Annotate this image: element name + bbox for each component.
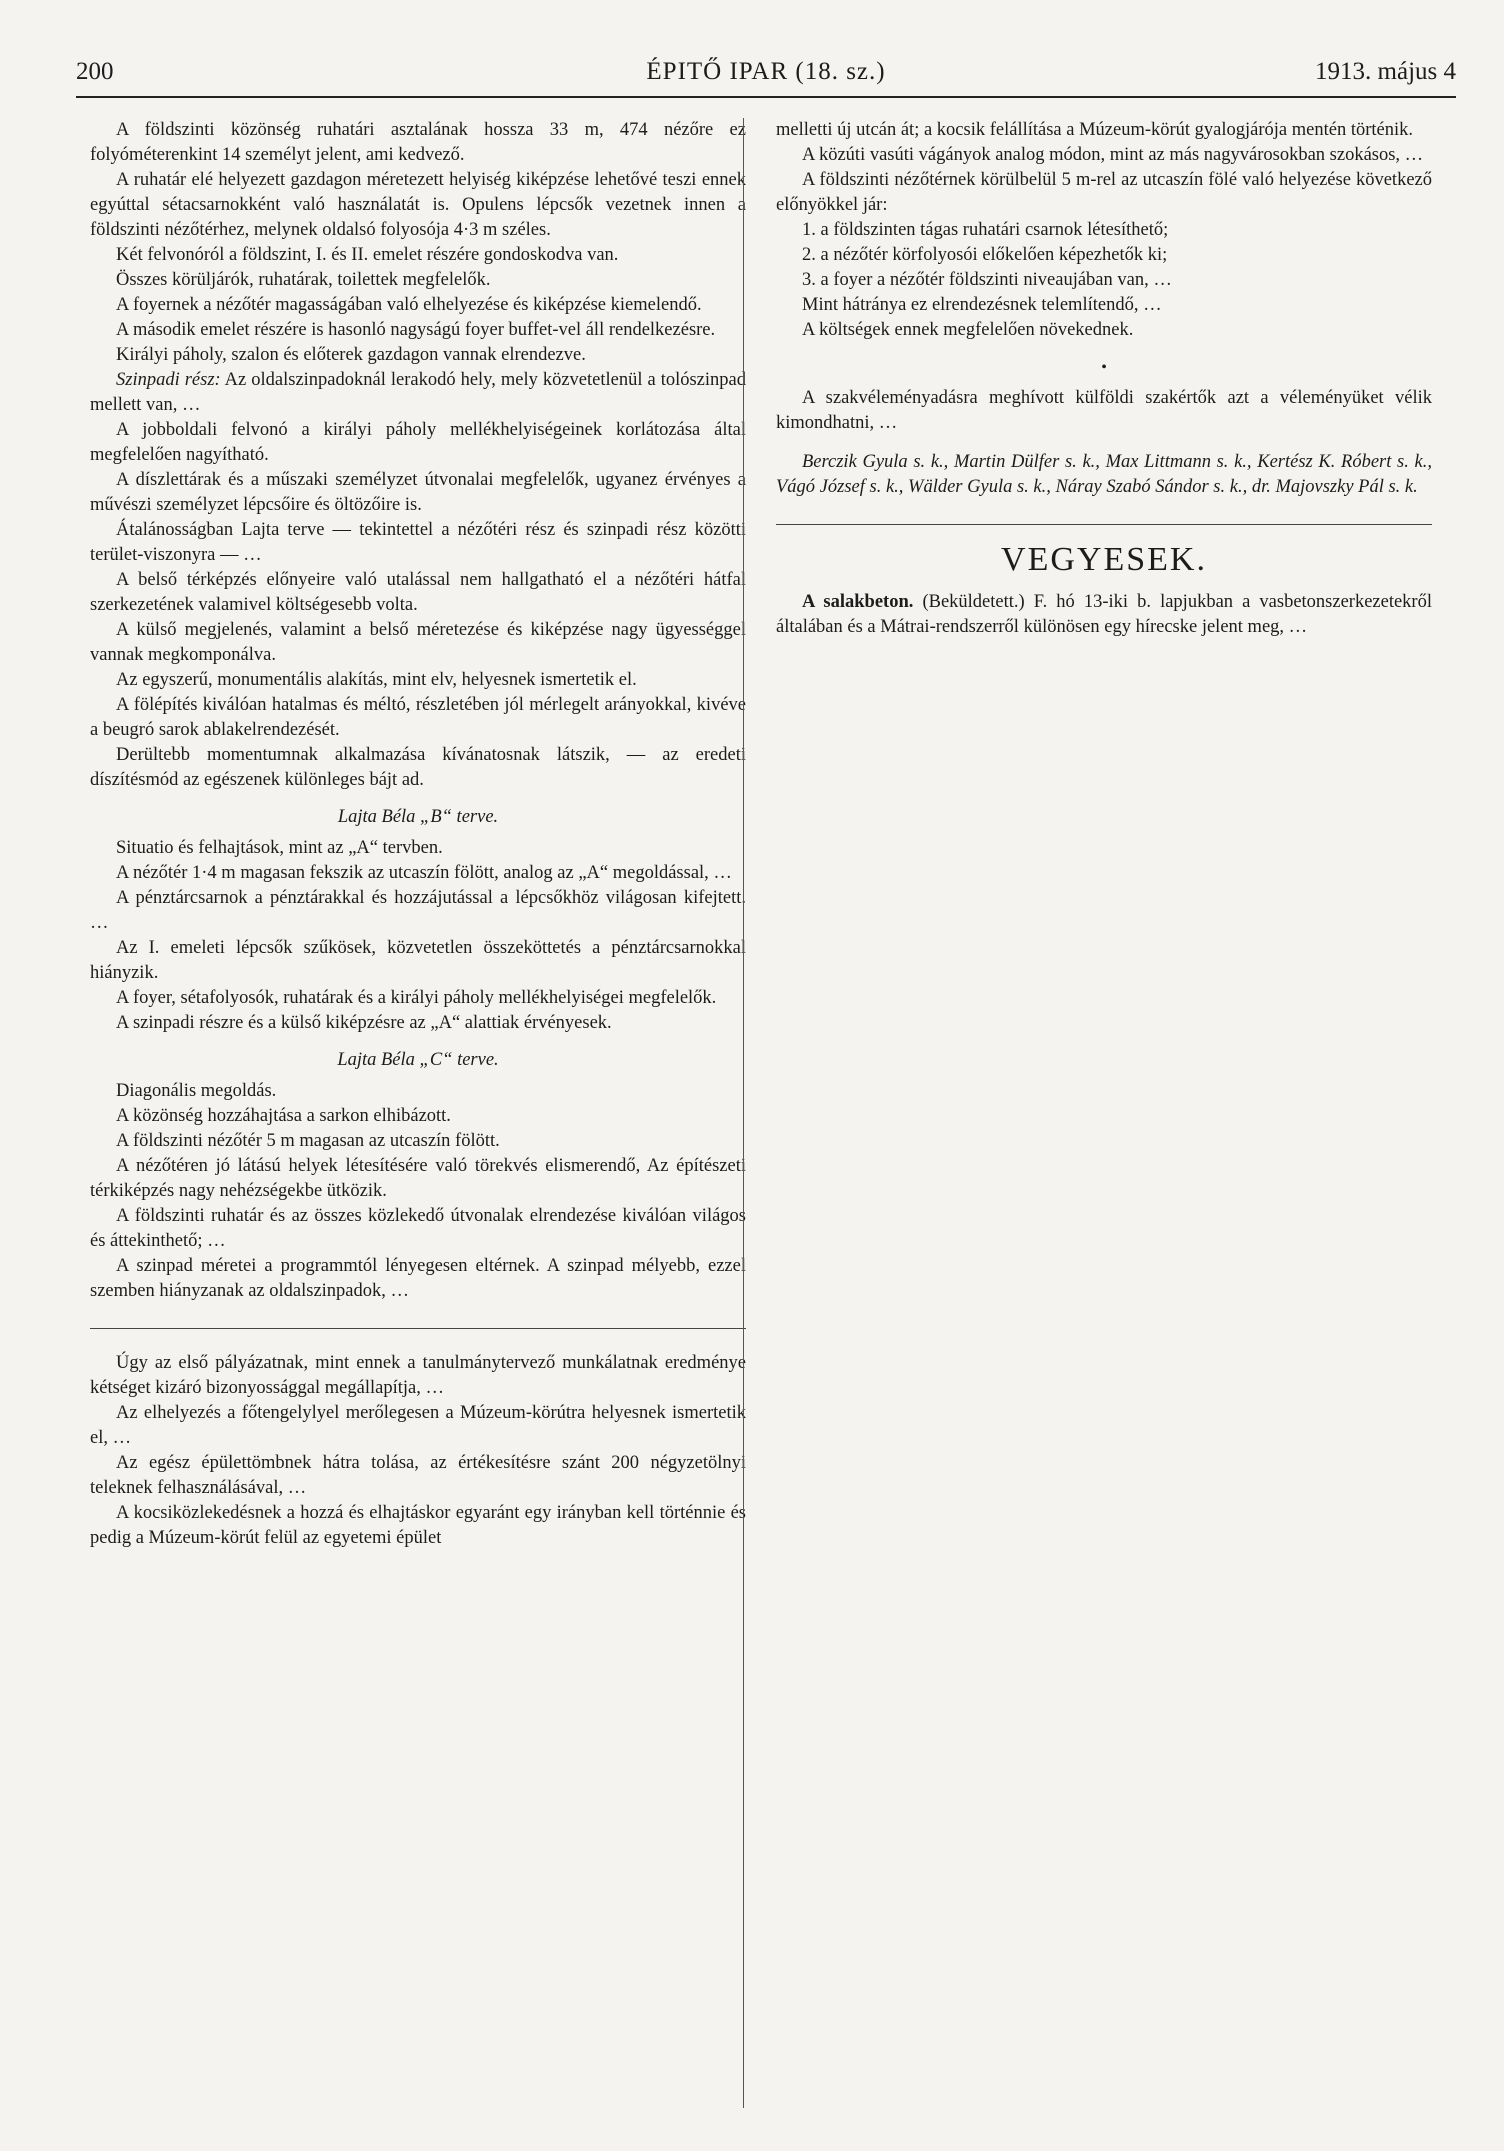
paragraph: A díszlettárak és a műszaki személyzet útvonalai megfelelők, ugyanez érvényes a művészi személyzet lépcsőire és öltözőire is. — [90, 470, 746, 515]
paragraph: A foyernek a nézőtér magasságában való elhelyezése és kiképzése kiemelendő. — [116, 295, 702, 315]
paragraph: A költségek ennek megfelelően növekednek. — [802, 320, 1134, 340]
paragraph: Úgy az első pályázatnak, mint ennek a tanulmánytervező munkálatnak eredménye kétséget kizáró bizonyossággal megállapítja, … — [90, 1353, 746, 1398]
right-column — [776, 118, 1432, 640]
paragraph: A jobboldali felvonó a királyi páholy mellékhelyiségeinek korlátozása által megfelelően nagyítható. — [90, 420, 746, 465]
paragraph: A földszinti nézőtérnek körülbelül 5 m-rel az utcaszín fölé való helyezése következő előnyökkel jár: — [776, 170, 1432, 215]
paragraph: Az I. emeleti lépcsők szűkösek, közvetetlen összeköttetés a pénztárcsarnokkal hiányzik. — [90, 938, 746, 983]
paragraph: A kocsiközlekedésnek a hozzá és elhajtáskor egyaránt egy irányban kell történnie és pedig a Múzeum-körút felül az egyetemi épület — [90, 1503, 746, 1548]
paragraph: A szakvéleményadásra meghívott külföldi szakértők azt a véleményüket vélik kimondhatni, … — [776, 388, 1432, 433]
signatories: Berczik Gyula s. k., Martin Dülfer s. k., Max Littmann s. k., Kertész K. Róbert s. k., Vágó József s. k., Wälder Gyula s. k., Náray Szabó Sándor s. k., dr. Majovszky Pál s. k. — [776, 452, 1432, 497]
paragraph — [776, 590, 1432, 640]
paragraph: Mint hátránya ez elrendezésnek telemlítendő, … — [802, 295, 1162, 315]
paragraph: A pénztárcsarnok a pénztárakkal és hozzájutással a lépcsőkhöz világosan kifejtett. … — [90, 888, 746, 933]
paragraph: A közúti vasúti vágányok analog módon, mint az más nagyvárosokban szokásos, … — [802, 145, 1424, 165]
article-lead: A salakbeton. — [802, 592, 914, 612]
paragraph: Diagonális megoldás. — [116, 1081, 277, 1101]
section-title: VEGYESEK. — [1001, 541, 1207, 578]
paragraph: Az egyszerű, monumentális alakítás, mint elv, helyesnek ismertetik el. — [116, 670, 637, 690]
section-rule — [776, 524, 1432, 525]
paragraph: A ruhatár elé helyezett gazdagon méretezett helyiség kiképzése lehetővé teszi ennek egyúttal sétacsarnokként való használatát is. Opulens lépcsők vezetnek innen a földszinti nézőtérhez, melynek oldalsó folyosója 4·3 m széles. — [90, 170, 746, 240]
issue-date: 1913. május 4 — [1315, 58, 1456, 85]
paragraph: A foyer, sétafolyosók, ruhatárak és a királyi páholy mellékhelyiségei megfelelők. — [116, 988, 717, 1008]
paragraph-text: (Beküldetett.) F. hó 13-iki b. lapjukban a vasbetonszerkezetekről általában és a Mátrai-rendszerről különösen egy hírecske jelent meg, … — [776, 592, 1432, 637]
paragraph: A második emelet részére is hasonló nagyságú foyer buffet-vel áll rendelkezésre. — [116, 320, 716, 340]
journal-title: ÉPITŐ IPAR (18. sz.) — [646, 58, 886, 85]
list-item: 2. a nézőtér körfolyosói előkelően képezhetők ki; — [802, 245, 1168, 265]
paragraph: Az egész épülettömbnek hátra tolása, az értékesítésre szánt 200 négyzetölnyi teleknek felhasználásával, … — [90, 1453, 746, 1498]
paragraph: Situatio és felhajtások, mint az „A“ tervben. — [116, 838, 443, 858]
column-divider — [743, 118, 744, 2108]
page-number: 200 — [76, 58, 114, 85]
paragraph: A földszinti közönség ruhatári asztalának hossza 33 m, 474 nézőre ez folyóméterenkint 14 személyt jelent, ami kedvező. — [90, 120, 746, 165]
paragraph: Az elhelyezés a főtengelylyel merőlegesen a Múzeum-körútra helyesnek ismertetik el, … — [90, 1403, 746, 1448]
left-column — [90, 118, 746, 1551]
paragraph: Királyi páholy, szalon és előterek gazdagon vannak elrendezve. — [116, 345, 586, 365]
list-item: 3. a foyer a nézőtér földszinti niveaujában van, … — [802, 270, 1172, 290]
page-header — [76, 58, 1456, 94]
section-lead: Szinpadi rész: — [116, 370, 221, 390]
paragraph: Derültebb momentumnak alkalmazása kívánatosnak látszik, — az eredeti díszítésmód az egészenek különleges bájt ad. — [90, 745, 746, 790]
paragraph: A belső térképzés előnyeire való utalással nem hallgatható el a nézőtéri hátfal szerkezetének valamivel költségesebb volta. — [90, 570, 746, 615]
column-separator — [90, 1328, 746, 1329]
paragraph: Átalánosságban Lajta terve — tekintettel a nézőtéri rész és szinpadi rész közötti terület-viszonyra — … — [90, 520, 746, 565]
paragraph — [90, 368, 746, 418]
paragraph: A földszinti ruhatár és az összes közlekedő útvonalak elrendezése kiválóan világos és áttekinthető; … — [90, 1206, 746, 1251]
paragraph: Összes körüljárók, ruhatárak, toilettek megfelelők. — [116, 270, 491, 290]
paragraph: A földszinti nézőtér 5 m magasan az utcaszín fölött. — [116, 1131, 500, 1151]
paragraph: A szinpad méretei a programmtól lényegesen eltérnek. A szinpad mélyebb, ezzel szemben hiányzanak az oldalszinpadok, … — [90, 1256, 746, 1301]
paragraph: A közönség hozzáhajtása a sarkon elhibázott. — [116, 1106, 451, 1126]
paragraph: A külső megjelenés, valamint a belső méretezése és kiképzése nagy ügyességgel vannak megkomponálva. — [90, 620, 746, 665]
paragraph: A fölépítés kiválóan hatalmas és méltó, részletében jól mérlegelt arányokkal, kivéve a beugró sarok ablakelrendezését. — [90, 695, 746, 740]
paragraph: A nézőtéren jó látású helyek létesítésére való törekvés elismerendő, Az építészeti térkiképzés nagy nehézségekbe ütközik. — [90, 1156, 746, 1201]
section-ornament: • — [1101, 359, 1107, 376]
paragraph: A szinpadi részre és a külső kiképzésre az „A“ alattiak érvényesek. — [116, 1013, 612, 1033]
paragraph: melletti új utcán át; a kocsik felállítása a Múzeum-körút gyalogjárója mentén történik. — [776, 120, 1414, 140]
paragraph: Két felvonóról a földszint, I. és II. emelet részére gondoskodva van. — [116, 245, 619, 265]
header-rule — [76, 96, 1456, 98]
subheading-plan-b: Lajta Béla „B“ terve. — [337, 807, 499, 827]
paragraph-text: Az oldalszinpadoknál lerakodó hely, mely közvetetlenül a tolószinpad mellett van, … — [90, 370, 746, 415]
paragraph: A nézőtér 1·4 m magasan fekszik az utcaszín fölött, analog az „A“ megoldással, … — [116, 863, 732, 883]
subheading-plan-c: Lajta Béla „C“ terve. — [337, 1050, 499, 1070]
list-item: 1. a földszinten tágas ruhatári csarnok létesíthető; — [802, 220, 1169, 240]
